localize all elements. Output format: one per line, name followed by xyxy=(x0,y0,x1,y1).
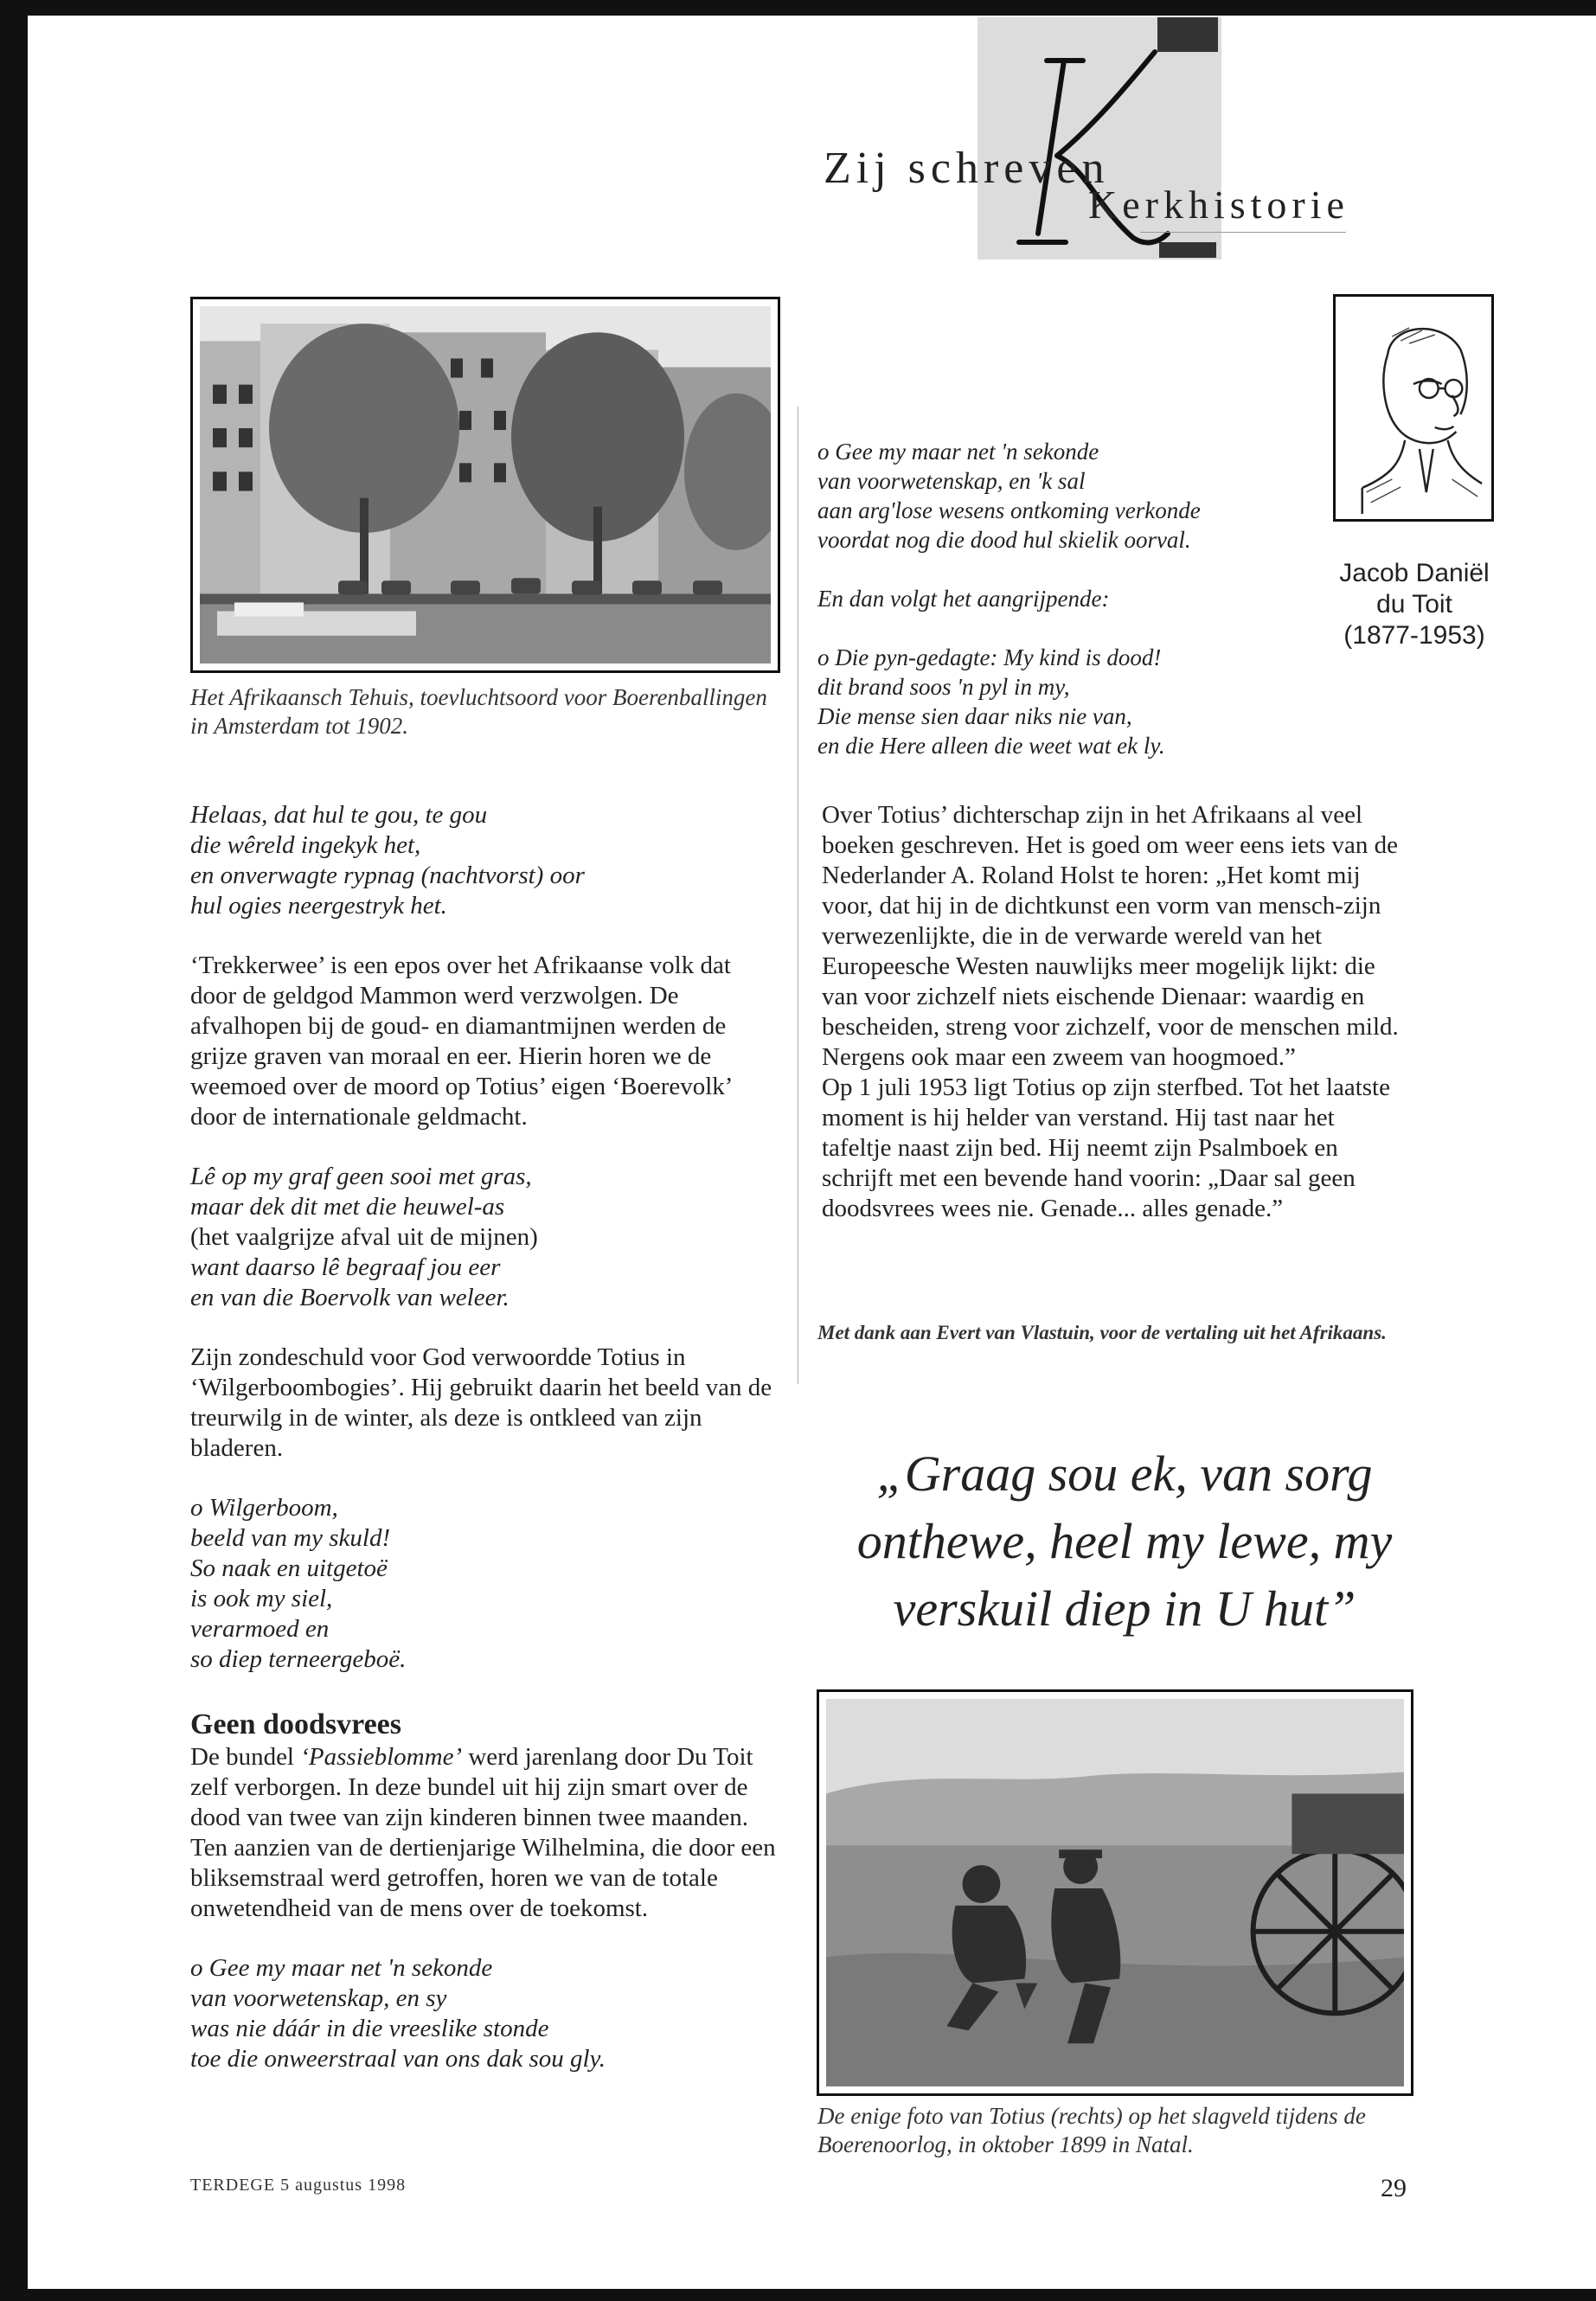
paragraph-sterfbed: Op 1 juli 1953 ligt Totius op zijn sterfbed. Tot het laatste moment is hij helder van verstand. Hij tast naar het tafeltje naast zijn bed. Hij neemt zijn Psalmboek en schrijft met een bevende hand voorin: „Daar sal geen doodsvrees wees nie. Genade... alles genade.” xyxy=(822,1074,1390,1222)
poem-line: is ook my siel, xyxy=(190,1585,333,1612)
poem-line: so diep terneergeboë. xyxy=(190,1645,407,1673)
poem-line: o Die pyn-gedagte: My kind is dood! xyxy=(817,644,1162,670)
poem-helaas xyxy=(190,800,783,921)
header-title-part2: Kerkhistorie xyxy=(1088,183,1349,227)
poem-line: van voorwetenskap, en 'k sal xyxy=(817,468,1086,494)
poem-line: aan arg'lose wesens ontkoming verkonde xyxy=(817,497,1201,523)
poem-line: Helaas, dat hul te gou, te gou xyxy=(190,801,488,829)
paragraph-zondeschuld: Zijn zondeschuld voor God verwoordde Totius in ‘Wilgerboombogies’. Hij gebruikt daarin het beeld van de treurwilg in de winter, als deze is ontkleed van zijn bladeren. xyxy=(190,1343,772,1462)
photo-caption-tehuis: Het Afrikaansch Tehuis, toevluchtsoord voor Boerenballingen in Amsterdam tot 1902. xyxy=(190,684,767,739)
poem-graf xyxy=(190,1162,783,1313)
poem-line: Lê op my graf geen sooi met gras, xyxy=(190,1163,532,1190)
poem-line: o Wilgerboom, xyxy=(190,1494,338,1522)
footer-publication: TERDEGE 5 augustus 1998 xyxy=(190,2176,407,2195)
poem-line: en van die Boervolk van weleer. xyxy=(190,1284,510,1311)
photo-caption-boerenoorlog: De enige foto van Totius (rechts) op het slagveld tijdens de Boerenoorlog, in oktober 1899 in Natal. xyxy=(817,2103,1366,2157)
poem-line: want daarso lê begraaf jou eer xyxy=(190,1253,501,1281)
portrait-name-line1: Jacob Daniël xyxy=(1339,559,1490,587)
paragraph-roland-holst: Over Totius’ dichterschap zijn in het Afrikaans al veel boeken geschreven. Het is goed om weer eens iets van de Nederlander A. Roland Holst te horen: „Het komt mij voor, dat hij in de dichtkunst een vorm van mensch-zijn verwezenlijkte, die in de verwarde wereld van het Europeesche Westen nauwlijks meer mogelijk lijkt: die van voor zichzelf niets eischende Dienaar: waardig en bescheiden, streng voor zichzelf, voor de menschen mild. Nergens ook maar een zweem van hoogmoed.” xyxy=(822,801,1399,1071)
page-frame-top xyxy=(0,0,1596,16)
page-frame-bottom xyxy=(0,2289,1596,2301)
right-top-poem xyxy=(817,437,1302,760)
portrait-name-line2: du Toit xyxy=(1376,590,1452,619)
book-title: ‘Passieblomme’ xyxy=(300,1743,463,1771)
poem-line: toe die onweerstraal van ons dak sou gly. xyxy=(190,2045,606,2073)
poem-sekonde xyxy=(190,1953,783,2074)
poem-line: hul ogies neergestryk het. xyxy=(190,892,447,920)
poem-line: (het vaalgrijze afval uit de mijnen) xyxy=(190,1223,538,1251)
poem-line: van voorwetenskap, en sy xyxy=(190,1984,447,2012)
poem-line: was nie dáár in die vreeslike stonde xyxy=(190,2015,549,2042)
portrait-years: (1877-1953) xyxy=(1343,621,1485,650)
poem-intro: En dan volgt het aangrijpende: xyxy=(817,586,1110,612)
poem-line: So naak en uitgetoë xyxy=(190,1554,388,1582)
header-title-part1: Zij schreven xyxy=(824,144,1110,193)
header-rule xyxy=(1140,232,1346,233)
paragraph-text: werd jarenlang door Du Toit zelf verborgen. In deze bundel uit hij zijn smart over de dood van twee van zijn kinderen binnen twee maanden. Ten aanzien van de dertienjarige Wilhelmina, die door een bliksemstraal werd getroffen, horen we van de totale onwetendheid van de mens over de toekomst. xyxy=(190,1743,776,1922)
poem-line: o Gee my maar net 'n sekonde xyxy=(190,1954,493,1982)
left-column xyxy=(190,800,783,2074)
page-frame-left xyxy=(0,0,28,2301)
translation-credit: Met dank aan Evert van Vlastuin, voor de vertaling uit het Afrikaans. xyxy=(817,1322,1387,1343)
poem-line: voordat nog die dood hul skielik oorval. xyxy=(817,527,1191,553)
pull-quote: „Graag sou ek, van sorg onthewe, heel my lewe, my verskuil diep in U hut” xyxy=(856,1445,1393,1637)
poem-line: en onverwagte rypnag (nachtvorst) oor xyxy=(190,862,585,889)
paragraph-text: De bundel xyxy=(190,1743,301,1771)
poem-line: die wêreld ingekyk het, xyxy=(190,831,421,859)
poem-line: verarmoed en xyxy=(190,1615,330,1643)
photo-afrikaansch-tehuis xyxy=(190,297,780,673)
portrait-caption xyxy=(1315,558,1514,651)
portrait-du-toit xyxy=(1333,294,1494,522)
photo-boerenoorlog xyxy=(817,1689,1413,2096)
poem-line: dit brand soos 'n pyl in my, xyxy=(817,674,1070,700)
page-number: 29 xyxy=(1381,2174,1407,2202)
paragraph-passieblomme xyxy=(190,1742,783,1924)
poem-line: maar dek dit met die heuwel-as xyxy=(190,1193,505,1221)
section-heading: Geen doodsvrees xyxy=(190,1708,401,1740)
paragraph-trekkerwee: ‘Trekkerwee’ is een epos over het Afrikaanse volk dat door de geldgod Mammon werd verzwolgen. De afvalhopen bij de goud- en diamantmijnen werden de grijze graven van moraal en eer. Hierin horen we de weemoed over de moord op Totius’ eigen ‘Boerevolk’ door de internationale geldmacht. xyxy=(190,952,732,1131)
right-column xyxy=(822,800,1400,1224)
poem-wilgerboom xyxy=(190,1493,783,1675)
poem-line: o Gee my maar net 'n sekonde xyxy=(817,439,1099,465)
poem-line: Die mense sien daar niks nie van, xyxy=(817,703,1132,729)
poem-line: beeld van my skuld! xyxy=(190,1524,391,1552)
poem-line: en die Here alleen die weet wat ek ly. xyxy=(817,733,1165,759)
